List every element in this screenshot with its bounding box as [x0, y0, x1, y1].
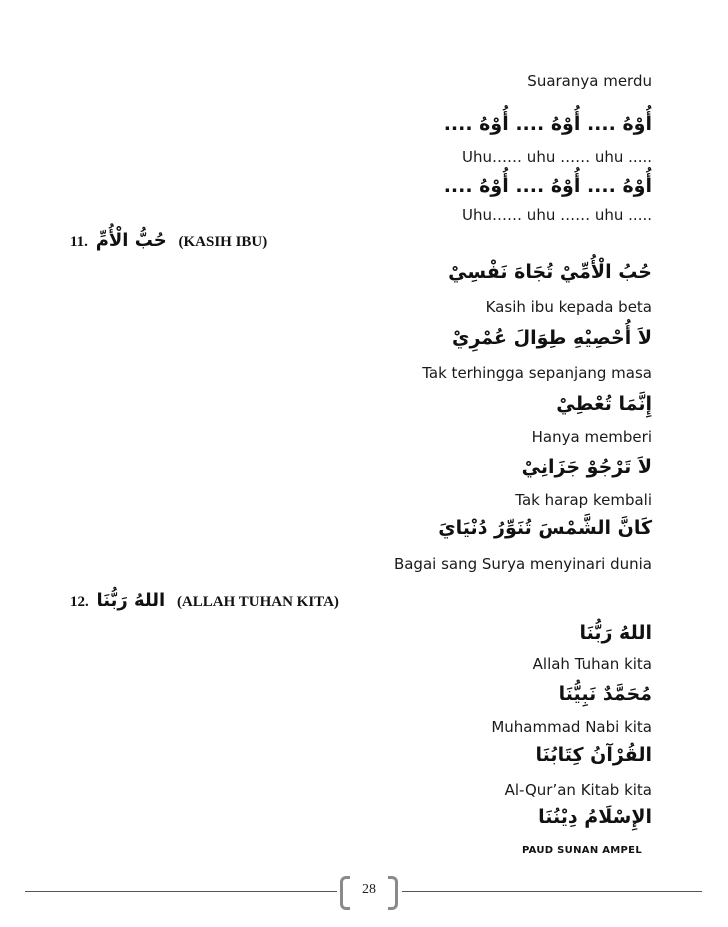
page-number-bracket-left	[340, 876, 350, 910]
lyric-arabic-line: أُوْهُ .... أُوْهُ .... أُوْهُ ....	[443, 113, 652, 135]
lyric-arabic-line: أُوْهُ .... أُوْهُ .... أُوْهُ ....	[443, 175, 652, 197]
lyric-latin-line: Muhammad Nabi kita	[491, 718, 652, 736]
lyric-latin-line: Bagai sang Surya menyinari dunia	[393, 555, 652, 573]
song-title-latin: (KASIH IBU)	[178, 234, 268, 250]
lyric-latin-line: Uhu…… uhu …… uhu .....	[462, 148, 652, 166]
lyric-latin-line: Allah Tuhan kita	[532, 655, 652, 673]
song-number: 12.	[70, 594, 89, 610]
lyric-arabic-line: الإِسْلَامُ دِيْنُنَا	[538, 806, 652, 828]
song-title-arabic: حُبُّ الْأُمِّ	[95, 230, 167, 251]
song-title-latin: (ALLAH TUHAN KITA)	[176, 594, 339, 610]
lyric-arabic-line: إِنَّمَا تُعْطِيْ	[556, 393, 652, 415]
lyric-arabic-line: القُرْآنُ كِتَابُنَا	[535, 744, 652, 766]
lyric-arabic-line: اللهُ رَبُّنَا	[579, 622, 652, 644]
song-heading-11	[70, 230, 267, 251]
song-number: 11.	[70, 234, 88, 250]
lyric-arabic-line: مُحَمَّدٌ نَبِيُّنَا	[558, 683, 652, 705]
lyric-latin-line: Tak terhingga sepanjang masa	[422, 364, 652, 382]
page-number: 28	[362, 882, 376, 897]
song-heading-12	[70, 590, 339, 611]
lyric-arabic-line: حُبُ الْأُمِّيْ تُجَاهَ نَفْسِيْ	[448, 261, 652, 283]
lyric-latin-line: Al-Qur’an Kitab kita	[504, 781, 652, 799]
lyric-latin-line: Suaranya merdu	[527, 72, 652, 90]
lyric-latin-line: Uhu…… uhu …… uhu .....	[462, 206, 652, 224]
publisher-brand: PAUD SUNAN AMPEL	[521, 845, 642, 856]
lyric-latin-line: Hanya memberi	[531, 428, 652, 446]
lyric-arabic-line: لاَ تَرْجُوْ جَزَانِيْ	[521, 456, 652, 478]
song-title-arabic: اللهُ رَبُّنَا	[96, 590, 166, 611]
lyric-latin-line: Tak harap kembali	[515, 491, 652, 509]
lyric-arabic-line: كَانَّ الشَّمْسَ تُنَوِّرُ دُنْيَايَ	[438, 517, 652, 539]
footer-divider-right	[402, 891, 702, 892]
footer-divider-left	[25, 891, 337, 892]
lyric-arabic-line: لاَ أُحْصِيْهِ طِوَالَ عُمْرِيْ	[452, 327, 652, 349]
lyric-latin-line: Kasih ibu kepada beta	[485, 298, 652, 316]
page-number-bracket-right	[388, 876, 398, 910]
